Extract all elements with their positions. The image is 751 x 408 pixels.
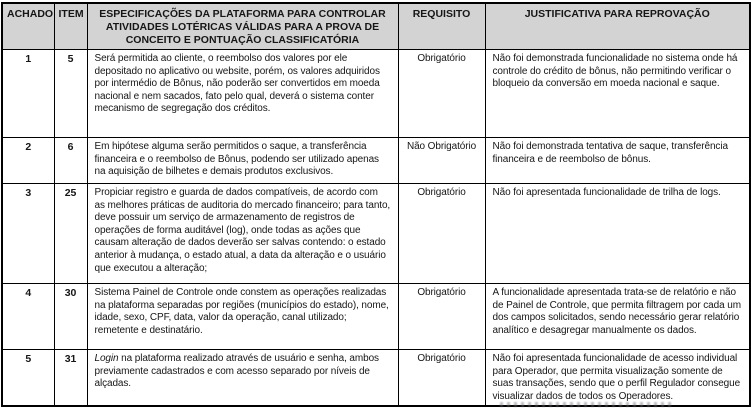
column-header-justificativa: JUSTIFICATIVA PARA REPROVAÇÃO: [485, 3, 750, 50]
cell-justificativa: Não foi demonstrada funcionalidade no sistema onde há controle do crédito de bônus, não permitindo verificar o bloqueio da conversão em moeda nacional e saque.: [485, 50, 750, 138]
cell-justificativa: Não foi demonstrada tentativa de saque, transferência financeira e de reembolso de bônus.: [485, 138, 750, 184]
cell-requisito: Não Obrigatório: [398, 138, 485, 184]
cell-requisito: Obrigatório: [398, 184, 485, 284]
cell-justificativa: Não foi apresentada funcionalidade de trilha de logs.: [485, 184, 750, 284]
cell-justificativa: Não foi apresentada funcionalidade de acesso individual para Operador, que permita visualização somente de suas transações, sendo que o perfil Regulador consegue visualizar dados de todos os Operadores.: [485, 350, 750, 407]
cell-item: 31: [54, 350, 87, 407]
column-header-especificacoes: ESPECIFICAÇÕES DA PLATAFORMA PARA CONTROLAR ATIVIDADES LOTÉRICAS VÁLIDAS PARA A PROVA DE CONCEITO E PONTUAÇÃO CLASSIFICATÓRIA: [87, 3, 398, 50]
cell-item: 5: [54, 50, 87, 138]
cell-requisito: Obrigatório: [398, 50, 485, 138]
cell-especificacao: [87, 350, 398, 407]
cell-achado: 4: [2, 284, 54, 350]
table-row: [2, 50, 750, 138]
column-header-item: ITEM: [54, 3, 87, 50]
login-italic-word: Login: [94, 353, 119, 364]
table-row: [2, 284, 750, 350]
cell-justificativa: A funcionalidade apresentada trata-se de relatório e não de Painel de Controle, que permita filtragem por cada um dos campos solicitados, sendo necessário gerar relatório analítico e desagregar manualmente os dados.: [485, 284, 750, 350]
cell-achado: 3: [2, 184, 54, 284]
column-header-requisito: REQUISITO: [398, 3, 485, 50]
page-bleed-artifact: [500, 402, 675, 407]
findings-table: [1, 2, 751, 407]
cell-especificacao: Será permitida ao cliente, o reembolso dos valores por ele depositado no aplicativo ou website, porém, os valores adquiridos por intermédio de Bônus, não poderão ser convertidos em moeda nacional e nem sacados, fato pelo qual, deverá o sistema conter mecanismo de segregação dos créditos.: [87, 50, 398, 138]
column-header-achado: ACHADO: [2, 3, 54, 50]
cell-requisito: Obrigatório: [398, 350, 485, 407]
cell-especificacao: Em hipótese alguma serão permitidos o saque, a transferência financeira e o reembolso de Bônus, podendo ser utilizado apenas na aquisição de bilhetes e demais produtos exclusivos.: [87, 138, 398, 184]
cell-achado: 5: [2, 350, 54, 407]
cell-achado: 1: [2, 50, 54, 138]
cell-item: 30: [54, 284, 87, 350]
cell-item: 6: [54, 138, 87, 184]
especificacao-text: na plataforma realizado através de usuário e senha, ambos previamente cadastrados e com acesso separado por níveis de alçadas.: [94, 353, 379, 390]
cell-especificacao: Propiciar registro e guarda de dados compatíveis, de acordo com as melhores práticas de auditoria do mercado financeiro; para tanto, deve possuir um serviço de armazenamento de registros de operações de forma auditável (log), onde todas as ações que causam alteração de dados deverão ser salvas contendo: o estado anterior à mudança, o estado atual, a data da alteração e o usuário que executou a alteração;: [87, 184, 398, 284]
table-row: [2, 350, 750, 407]
cell-requisito: Obrigatório: [398, 284, 485, 350]
table-row: [2, 138, 750, 184]
cell-item: 25: [54, 184, 87, 284]
header-row: [2, 3, 750, 50]
table-row: [2, 184, 750, 284]
cell-especificacao: Sistema Painel de Controle onde constem as operações realizadas na plataforma separadas por regiões (municípios do estado), nome, idade, sexo, CPF, data, valor da operação, canal utilizado; remetente e destinatário.: [87, 284, 398, 350]
cell-achado: 2: [2, 138, 54, 184]
